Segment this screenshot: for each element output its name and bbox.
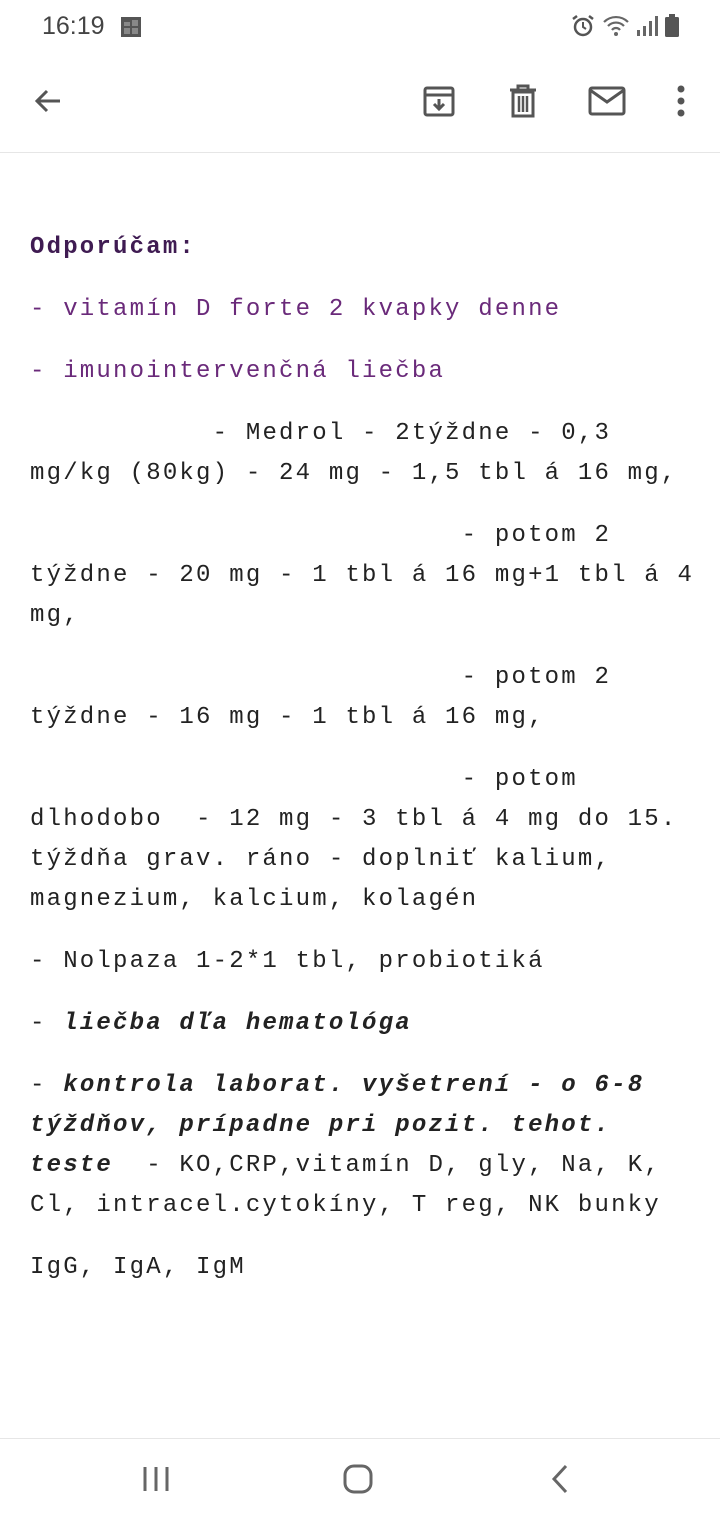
email-heading: Odporúčam: — [30, 234, 197, 261]
email-line — [30, 1004, 700, 1044]
email-body — [30, 228, 711, 1310]
chevron-left-icon — [549, 1463, 571, 1500]
email-line: - potom dlhodobo - 12 mg - 3 tbl á 4 mg do 15. týždňa grav. ráno - doplniť kalium, magnezium, kalcium, kolagén — [30, 766, 695, 913]
recent-apps-icon — [141, 1465, 171, 1498]
signal-icon — [636, 13, 658, 39]
status-time: 16:19 — [42, 12, 105, 40]
more-vert-icon — [676, 85, 686, 122]
email-line: - vitamín D forte 2 kvapky denne — [30, 296, 562, 323]
email-line: - Medrol - 2týždne - 0,3 mg/kg (80kg) - 24 mg - 1,5 tbl á 16 mg, — [30, 420, 678, 487]
battery-icon — [664, 13, 680, 39]
email-text: - KO,CRP,vitamín D, gly, Na, K, Cl, intracel.cytokíny, T reg, NK bunky — [30, 1152, 678, 1219]
status-bar — [0, 0, 720, 54]
delete-button[interactable] — [498, 78, 548, 128]
status-icons — [570, 13, 680, 39]
email-line: - potom 2 týždne - 20 mg - 1 tbl á 16 mg+1 tbl á 4 mg, — [30, 522, 711, 629]
email-dash: - — [30, 1072, 64, 1099]
email-toolbar — [0, 54, 720, 153]
home-button[interactable] — [336, 1459, 380, 1503]
email-line: - Nolpaza 1-2*1 tbl, probiotiká — [30, 948, 545, 975]
email-bold-text: liečba dľa hematológa — [63, 1010, 412, 1037]
recent-apps-button[interactable] — [134, 1459, 178, 1503]
system-navigation-bar — [0, 1438, 720, 1521]
arrow-left-icon — [32, 85, 64, 122]
notification-icon — [119, 15, 143, 39]
back-button[interactable] — [23, 78, 73, 128]
email-line: IgG, IgA, IgM — [30, 1254, 246, 1281]
home-icon — [342, 1463, 374, 1500]
email-line: - imunointervenčná liečba — [30, 358, 446, 385]
email-line — [30, 1066, 700, 1226]
archive-button[interactable] — [414, 78, 464, 128]
mail-icon — [588, 86, 626, 121]
archive-icon — [422, 84, 456, 123]
alarm-icon — [570, 13, 596, 39]
wifi-icon — [602, 13, 630, 39]
trash-icon — [508, 84, 538, 123]
email-dash: - — [30, 1010, 64, 1037]
email-line: - potom 2 týždne - 16 mg - 1 tbl á 16 mg, — [30, 664, 628, 731]
nav-back-button[interactable] — [538, 1459, 582, 1503]
more-options-button[interactable] — [656, 78, 706, 128]
mark-unread-button[interactable] — [582, 78, 632, 128]
email-bold-text: kontrola laborat. vyšetrení - o 6-8 týždňov, prípadne pri pozit. tehot. teste — [30, 1072, 661, 1179]
